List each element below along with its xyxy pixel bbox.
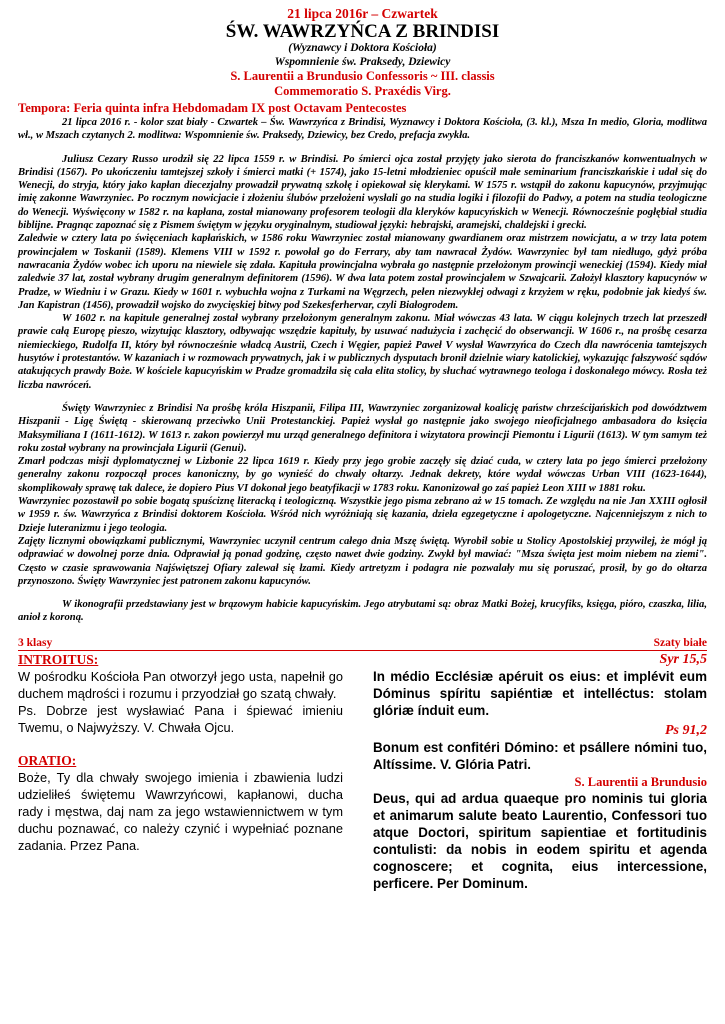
bio-paragraph-3: W 1602 r. na kapitule generalnej został wybrany przełożonym generalnym zakonu. Miał wówczas 43 lata. W ciągu kolejnych trzech lat przeszedł prawie całą Europę pieszo, wizytując klasztory, odbywając wszędzie kapituły, by usuwać nadużycia i zachęcić do obserwancji. W 1606 r., na prośbę cesarza niemieckiego, Rudolfa II, który był równocześnie władcą Austrii, Czech i Węgier, papież Paweł V wysłał Wawrzyńca do Czech dla nawrócenia tamtejszych husytów i protestantów. W kazaniach i w rozmowach prywatnych, jak i w publicznych dysputach bronił dzielnie wiary katolickiej, wykazując fałszywość sądów atakujących prawdy Boże. W kościele kapucyńskim w Pradze gromadziła się cała elita stolicy, by słuchać wytrawnego teologa i doskonałego mówcy. Rosła też liczba nawróceń. [18,313,707,391]
latin-column [373,652,707,892]
psalm-ref: Ps 91,2 [665,722,707,738]
subtitle: (Wyznawcy i Doktora Kościoła) [288,42,437,54]
oratio-label: ORATIO: [18,752,77,768]
latin-commemoration: Commemoratio S. Praxédis Virg. [274,84,451,98]
introitus-pl-psalm: Ps. Dobrze jest wysławiać Pana i śpiewać imieniu Twemu, o Najwyższy. V. Chwała Ojcu. [18,702,343,735]
body-text [18,116,707,625]
iconography-paragraph: W ikonografii przedstawiany jest w brązowym habicie kapucyńskim. Jego atrybutami są: obraz Matki Bożej, krucyfiks, księga, pióro, czaszka, lilia, anioł z koroną. [18,599,707,624]
oratio-pl-text: Boże, Ty dla chwały swojego imienia i zbawienia ludzi udzieliłeś świętemu Wawrzyńcowi, kapłanowi, ducha rady i męstwa, daj nam za jego wstawiennictwem w tym duchu poznawać, co należy czynić i wypełniać poznane zadania. Przez Pana. [18,769,343,853]
bio-paragraph-1: Juliusz Cezary Russo urodził się 22 lipca 1559 r. w Brindisi. Po śmierci ojca został przyjęty jako sierota do franciszkanów konwentualnych w Brindisi (1567). Po ukończeniu tamtejszej szkoły i śmierci matki (+ 1574), jako 15-letni młodzieniec opuścił małe seminarium franciszkańskie i udał się do Wenecji, do stryja, który jako kapłan diecezjalny prowadził prywatną szkołę i opiekował się klerykami. W 1575 r. wstąpił do zakonu kapucynów, przyjmując imię zakonne Wawrzyniec. Po rocznym nowicjacie i złożeniu ślubów przełożeni wysłali go na studia logiki i filozofii do Padwy, a potem na studia teologiczne do Wenecji. Wyświęcony w 1582 r. na kapłana, został mianowany profesorem teologii dla kleryków kapucyńskich w Wenecji. Równocześnie pogłębiał studia biblijne. Pragnąc zapoznać się z Pismem świętym w języku oryginalnym, studiował języki: hebrajski, aramejski, chaldejski i grecki. [18,153,707,232]
introitus-la-text: In médio Ecclésiæ apéruit os eius: et implévit eum Dóminus spíritu sapiéntiæ et intelléctus: stolam glóriæ índuit eum. [373,668,707,718]
oratio-ref: S. Laurentii a Brundusio [574,774,707,789]
tempora-line: Tempora: Feria quinta infra Hebdomadam IX post Octavam Pentecostes [18,101,407,115]
introitus-label: INTROITUS: [18,651,99,667]
introitus-ref: Syr 15,5 [659,651,707,667]
polish-column [18,652,343,892]
header [18,6,707,99]
date-line: 21 lipca 2016r – Czwartek [287,6,438,21]
class-label: 3 klasy [18,636,53,649]
introitus-pl-text: W pośrodku Kościoła Pan otworzył jego usta, napełnił go duchem mądrości i rozumu i przyodział go szatą chwały. [18,668,343,701]
proper-columns [18,652,707,892]
page-title: ŚW. WAWRZYŃCA Z BRINDISI [225,21,500,42]
intro-paragraph: 21 lipca 2016 r. - kolor szat biały - Czwartek – Św. Wawrzyńca z Brindisi, Wyznawcy i Doktora Kościoła, (3. kl.), Msza In medio, Gloria, modlitwa wł., w Mszach czytanych 2. modlitwa: Wspomnienie św. Praksedy, Dziewicy, bez Credo, prefacja zwykła. [18,117,707,142]
introitus-la-psalm: Bonum est confitéri Dómino: et psállere nómini tuo, Altíssime. V. Glória Patri. [373,739,707,772]
oratio-la-text: Deus, qui ad ardua quaeque pro nominis tui gloria et animarum salute beato Laurentio, Confessori tuo atque Doctori, spiritum sapientiae et fortitudinis contulisti: da nobis in eodem spiritu et agenda cognoscere; et cognita, eius intercessione, perficere. Per Dominum. [373,790,707,891]
bio-paragraph-5: Zmarł podczas misji dyplomatycznej w Lizbonie 22 lipca 1619 r. Kiedy przy jego grobie zaczęły się dziać cuda, w cztery lata po jego śmierci przełożony generalny zakonu rozpoczął proces kanoniczny, by go wynieść do chwały ołtarzy. Jednak dekrety, które wydał wówczas Urban VIII (1623-1644), skomplikowały sprawę tak dalece, że dopiero Pius VI dokonał jego beatyfikacji w 1783 roku. Kanonizował go zaś papież Leon XIII w 1881 roku. [18,456,707,494]
bio-paragraph-2: Zaledwie w cztery lata po święceniach kapłańskich, w 1586 roku Wawrzyniec został mianowany gwardianem oraz mistrzem nowicjatu, a w trzy lata potem prowincjałem w Toskanii (1589). Klemens VIII w 1592 r. powołał go do Ferrary, aby tam nawracał Żydów. Wawrzyniec był tam niedługo, gdyż próba nawracania Żydów wobec ich uporu na niewiele się zdała. Kapituła prowincjalna wybrała go następnie przełożonym prowincji weneckiej (1594). Kiedy miał zaledwie 37 lat, został wybrany drugim generalnym definitorem (1596). W dwa lata potem został prowincjałem w Szwajcarii. Założył klasztory kapucynów w Pradze, w Wiedniu i w Grazu. Kiedy w 1601 r. wybuchła wojna z Turkami na Węgrzech, pełen niezwykłej odwagi z krzyżem w ręku, podobnie jak kiedyś św. Jan Kapistran (1456), prowadził wojsko do zwycięskiej bitwy pod Szekesferhervar, czyli Białogrodem. [18,233,707,311]
liturgy-class-bar [18,637,707,651]
bio-paragraph-7: Zajęty licznymi obowiązkami publicznymi, Wawrzyniec uczynił centrum całego dnia Mszę świętą. Wyrobił sobie u Stolicy Apostolskiej przywilej, że mógł ją odprawiać w dowolnej porze dnia. Odprawiał ją ponad godzinę, często nawet dwie godziny. Zwykł był mawiać: "Msza święta jest moim niebem na ziemi". Często w czasie sprawowania Najświętszej Ofiary zalewał się łzami. Kiedy artretyzm i podagra nie pozwalały mu się poruszać, prosił, by go do ołtarza przynoszono. Święty Wawrzyniec jest patronem zakonu kapucynów. [18,535,707,587]
vestments-label: Szaty białe [653,636,707,649]
commemoration-line: Wspomnienie św. Praksedy, Dziewicy [274,55,451,68]
latin-title: S. Laurentii a Brundusio Confessoris ~ III. classis [230,69,495,83]
bio-paragraph-4: Święty Wawrzyniec z Brindisi Na prośbę króla Hiszpanii, Filipa III, Wawrzyniec zorganizował koalicję państw chrześcijańskich pod dowództwem Hiszpanii - Ligę Świętą - skierowaną przeciwko Unii Protestanckiej. Papież wysłał go następnie jako swojego nieoficjalnego ambasadora do księcia Maksymiliana I (1611-1612). W 1613 r. zakon powierzył mu urząd generalnego definitora i wizytatora prowincji Piemontu i Ligurii (1613). W tym samym też roku został wybrany na prowincjała Ligurii (Genui). [18,402,707,454]
bio-paragraph-6: Wawrzyniec pozostawił po sobie bogatą spuściznę literacką i teologiczną. Wszystkie jego pisma zebrano aż w 15 tomach. Ze względu na nie Jan XXIII ogłosił w 1959 r. św. Wawrzyńca z Brindisi doktorem Kościoła. Wśród nich wyróżniają się kazania, dzieła egzegetyczne i apologetyczne. Najcenniejszym z nich to Dzieje luteranizmu i jego teologia. [18,496,707,534]
